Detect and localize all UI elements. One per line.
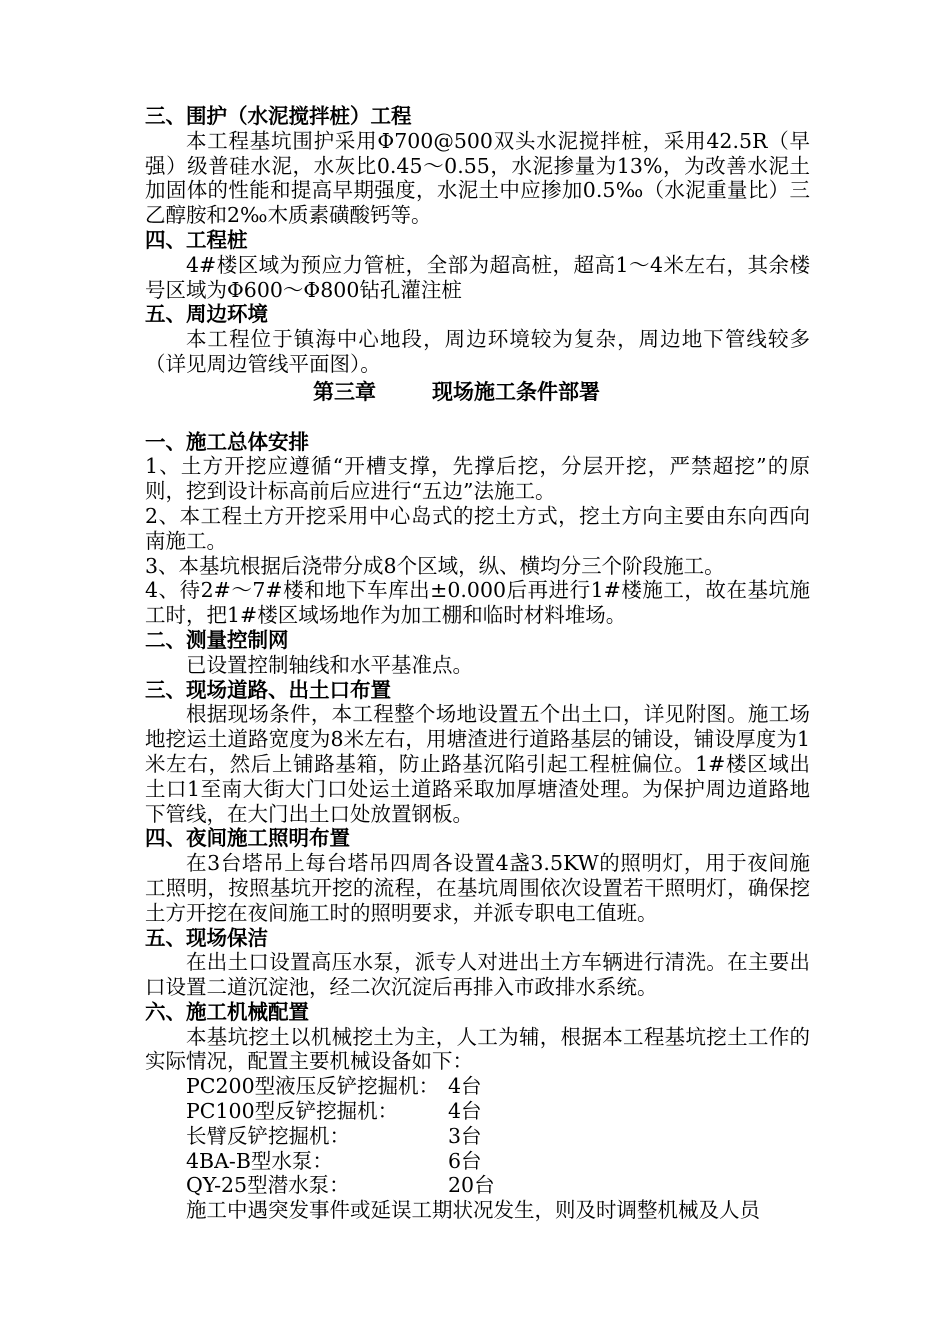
section-heading: 五、现场保洁 (145, 925, 268, 950)
section-paragraph: 根据现场条件，本工程整个场地设置五个出土口，详见附图。施工场地挖运土道路宽度为8米左右，用塘渣进行道路基层的铺设，铺设厚度为1米左右，然后上铺路基箱，防止路基沉陷引起工程桩偏位。1#楼区域出土口1至南大街大门口处运土道路采取加厚塘渣处理。为保护周边道路地下管线，在大门出土口处放置钢板。 (145, 702, 810, 826)
equipment-name: 4BA-B型水泵： (186, 1148, 333, 1173)
equipment-name: QY-25型潜水泵： (186, 1173, 350, 1198)
chapter-number: 第三章 (313, 378, 376, 404)
section-paragraph: 在出土口设置高压水泵，派专人对进出土方车辆进行清洗。在主要出口设置二道沉淀池，经二次沉淀后再排入市政排水系统。 (145, 950, 810, 1000)
section-paragraph: 本工程基坑围护采用Φ700@500双头水泥搅拌桩，采用42.5R（早强）级普硅水泥，水灰比0.45～0.55，水泥掺量为13%，为改善水泥土加固体的性能和提高早期强度，水泥土中应掺加0.5‰（水泥重量比）三乙醇胺和2‰木质素磺酸钙等。 (145, 128, 810, 228)
section-heading: 四、夜间施工照明布置 (145, 826, 350, 851)
equipment-row (145, 1173, 810, 1198)
equipment-row (145, 1099, 810, 1124)
equipment-row (145, 1124, 810, 1149)
equipment-count: 4台 (448, 1074, 482, 1099)
section-heading: 六、施工机械配置 (145, 999, 309, 1024)
section-paragraph: 4#楼区域为预应力管桩，全部为超高桩，超高1～4米左右，其余楼号区域为Φ600～Φ800钻孔灌注桩 (145, 252, 810, 302)
section-heading: 一、施工总体安排 (145, 429, 309, 454)
section-site-cleaning (145, 926, 810, 1000)
section-site-roads (145, 678, 810, 827)
section-paragraph: 已设置控制轴线和水平基准点。 (186, 652, 473, 677)
equipment-row (145, 1074, 810, 1099)
document-page (145, 104, 810, 1223)
list-item: 1、土方开挖应遵循“开槽支撑，先撑后挖，分层开挖，严禁超挖”的原则，挖到设计标高前后应进行“五边”法施工。 (145, 454, 810, 504)
section-enclosure (145, 104, 810, 228)
equipment-row (145, 1149, 810, 1174)
section-paragraph: 本工程位于镇海中心地段，周边环境较为复杂，周边地下管线较多（详见周边管线平面图）。 (145, 327, 810, 376)
section-heading: 三、现场道路、出土口布置 (145, 677, 391, 702)
section-piles (145, 228, 810, 302)
equipment-name: PC100型反铲挖掘机： (186, 1099, 399, 1124)
equipment-count: 6台 (448, 1148, 482, 1173)
section-paragraph: 在3台塔吊上每台塔吊四周各设置4盏3.5KW的照明灯，用于夜间施工照明，按照基坑开挖的流程，在基坑周围依次设置若干照明灯，确保挖土方开挖在夜间施工时的照明要求，并派专职电工值班。 (145, 851, 810, 925)
section-paragraph: 施工中遇突发事件或延误工期状况发生，则及时调整机械及人员 (186, 1198, 760, 1223)
section-heading: 二、测量控制网 (145, 627, 289, 652)
equipment-name: 长臂反铲挖掘机： (186, 1123, 350, 1148)
list-item: 2、本工程土方开挖采用中心岛式的挖土方式，挖土方向主要由东向西向南施工。 (145, 503, 810, 553)
section-surroundings (145, 302, 810, 376)
section-machinery (145, 1000, 810, 1223)
section-heading: 四、工程桩 (145, 227, 248, 252)
section-night-lighting (145, 826, 810, 925)
equipment-count: 20台 (448, 1173, 495, 1198)
section-paragraph: 本基坑挖土以机械挖土为主，人工为辅，根据本工程基坑挖土工作的实际情况，配置主要机械设备如下： (145, 1024, 810, 1074)
chapter-title: 现场施工条件部署 (432, 378, 600, 404)
section-heading: 五、周边环境 (145, 302, 268, 327)
section-heading: 三、围护（水泥搅拌桩）工程 (145, 104, 412, 128)
section-survey-network (145, 628, 810, 678)
equipment-name: PC200型液压反铲挖掘机： (186, 1074, 440, 1099)
list-item: 4、待2#～7#楼和地下车库出±0.000后再进行1#楼施工，故在基坑施工时，把1#楼区域场地作为加工棚和临时材料堆场。 (145, 578, 810, 628)
chapter-heading (145, 380, 810, 405)
equipment-count: 3台 (448, 1123, 482, 1148)
list-item: 3、本基坑根据后浇带分成8个区域，纵、横均分三个阶段施工。 (145, 553, 725, 578)
equipment-count: 4台 (448, 1099, 482, 1124)
section-general-arrangement (145, 430, 810, 628)
